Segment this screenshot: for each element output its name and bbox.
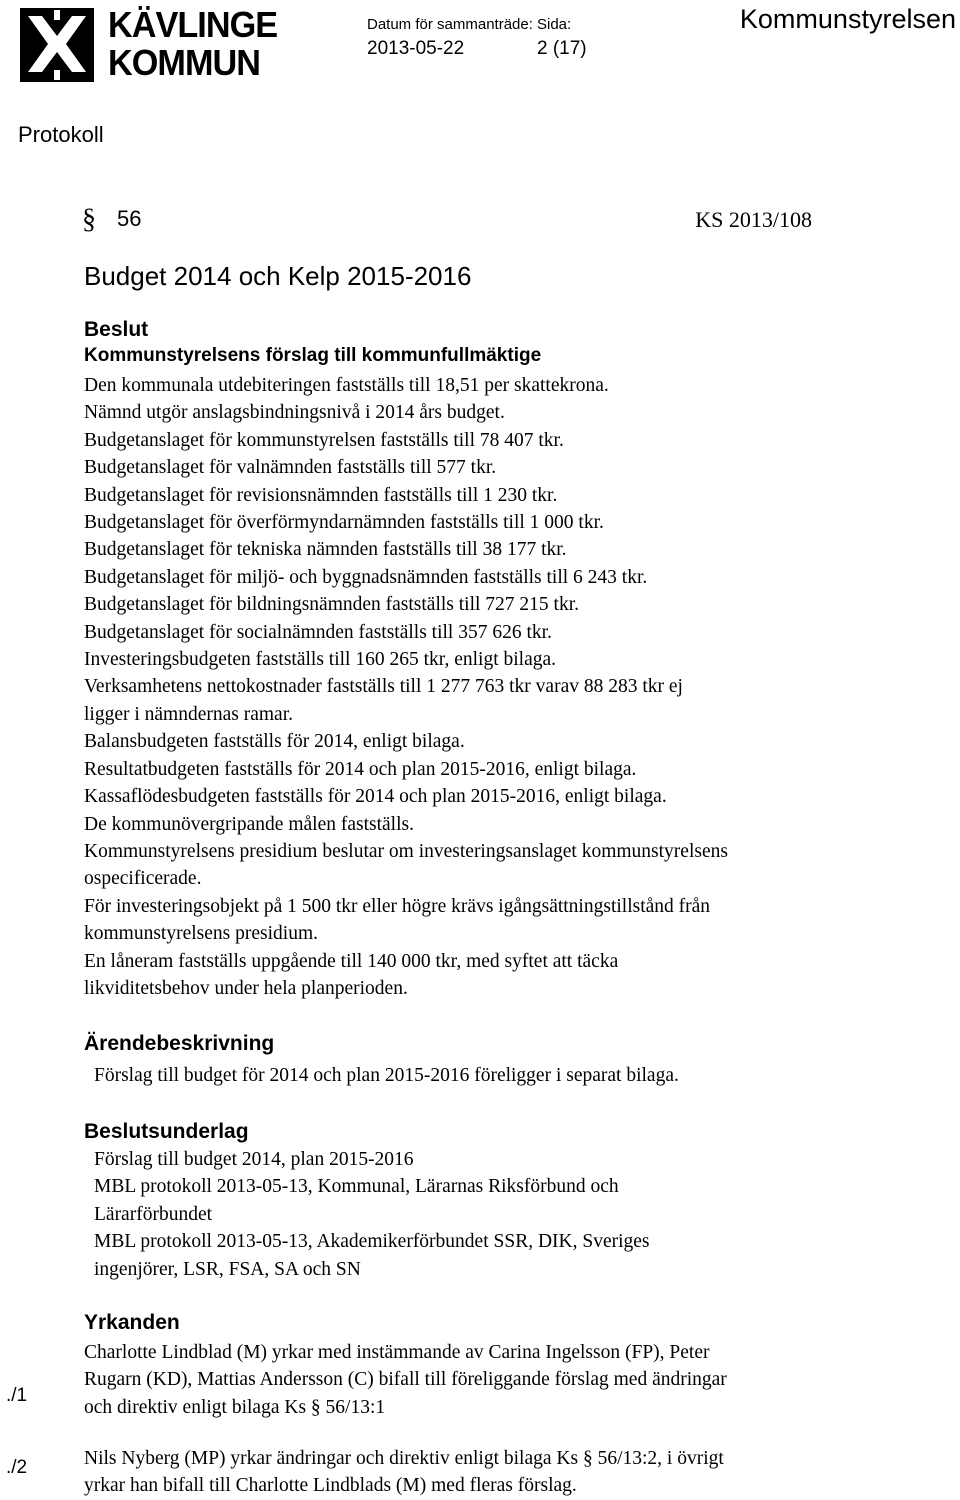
decision-line: För investeringsobjekt på 1 500 tkr eller högre krävs igångsättningstillstånd från [84,895,711,917]
beslutsunderlag-list [94,1146,854,1283]
beslut-decision-list [84,372,884,1002]
decision-line: Kommunstyrelsens presidium beslutar om investeringsanslaget kommunstyrelsens [84,840,728,862]
margin-reference: ./1 [6,1385,28,1406]
decision-line: Budgetanslaget för revisionsnämnden fastställs till 1 230 tkr. [84,484,558,506]
decision-line: kommunstyrelsens presidium. [84,923,318,945]
decision-line: Kassaflödesbudgeten fastställs för 2014 och plan 2015-2016, enligt bilaga. [84,786,667,808]
arendebeskrivning-text: Förslag till budget för 2014 och plan 2015-2016 föreligger i separat bilaga. [94,1065,679,1086]
decision-line: Resultatbudgeten fastställs för 2014 och plan 2015-2016, enligt bilaga. [84,758,637,780]
yrkande-line: Nils Nyberg (MP) yrkar ändringar och direktiv enligt bilaga Ks § 56/13:2, i övrigt [84,1448,724,1469]
beslut-heading: Beslut [84,318,149,341]
underlag-line: MBL protokoll 2013-05-13, Kommunal, Lärarnas Riksförbund och [94,1176,619,1198]
yrkande-line: yrkar han bifall till Charlotte Lindblads (M) med fleras förslag. [84,1475,577,1497]
yrkande-line: och direktiv enligt bilaga Ks § 56/13:1 [84,1396,386,1418]
page-label: Sida: [537,16,572,33]
decision-line: Budgetanslaget för kommunstyrelsen fastställs till 78 407 tkr. [84,429,564,451]
yrkande-line: Rugarn (KD), Mattias Andersson (C) bifall till föreliggande förslag med ändringar [84,1369,727,1391]
case-number: KS 2013/108 [695,207,812,232]
decision-line: ospecificerade. [84,868,202,890]
decision-line: Balansbudgeten fastställs för 2014, enligt bilaga. [84,731,465,753]
decision-line: Verksamhetens nettokostnader fastställs till 1 277 763 tkr varav 88 283 tkr ej [84,676,683,698]
underlag-line: Lärarförbundet [94,1203,213,1225]
page-number: 2 (17) [537,38,587,59]
decision-line: De kommunövergripande målen fastställs. [84,813,414,835]
page-title: Budget 2014 och Kelp 2015-2016 [84,261,472,291]
decision-line: Budgetanslaget för socialnämnden fastställs till 357 626 tkr. [84,621,552,643]
logo-line-1: KÄVLINGE [108,4,278,45]
decision-line: Investeringsbudgeten fastställs till 160 265 tkr, enligt bilaga. [84,649,557,671]
kavlinge-kommun-logo [18,4,278,84]
decision-line: Budgetanslaget för miljö- och byggnadsnämnden fastställs till 6 243 tkr. [84,566,648,588]
decision-line: Budgetanslaget för tekniska nämnden fastställs till 38 177 tkr. [84,539,567,561]
decision-line: likviditetsbehov under hela planperioden. [84,977,408,999]
section-symbol: § [82,204,96,235]
decision-line: Budgetanslaget för valnämnden fastställs till 577 tkr. [84,457,497,479]
decision-line: Budgetanslaget för bildningsnämnden fastställs till 727 215 tkr. [84,594,580,616]
margin-reference: ./2 [6,1457,28,1478]
body-name: Kommunstyrelsen [739,4,956,34]
underlag-line: ingenjörer, LSR, FSA, SA och SN [94,1258,361,1280]
yrkande-line: Charlotte Lindblad (M) yrkar med instämmande av Carina Ingelsson (FP), Peter [84,1342,710,1363]
municipal-shield-icon [18,6,98,84]
decision-line: Den kommunala utdebiteringen fastställs till 18,51 per skattekrona. [84,375,609,396]
decision-line: ligger i nämndernas ramar. [84,703,294,725]
decision-line: Nämnd utgör anslagsbindningsnivå i 2014 års budget. [84,402,505,424]
arendebeskrivning-heading: Ärendebeskrivning [84,1032,275,1055]
underlag-line: Förslag till budget 2014, plan 2015-2016 [94,1149,414,1170]
meeting-date: 2013-05-22 [367,38,465,59]
beslutsunderlag-heading: Beslutsunderlag [84,1120,249,1143]
decision-line: Budgetanslaget för överförmyndarnämnden fastställs till 1 000 tkr. [84,512,604,534]
underlag-line: MBL protokoll 2013-05-13, Akademikerförbundet SSR, DIK, Sveriges [94,1231,650,1253]
yrkande-paragraph [84,1339,904,1421]
meeting-date-label: Datum för sammanträde: [367,16,533,33]
beslut-subheading: Kommunstyrelsens förslag till kommunfullmäktige [84,345,542,366]
document-type: Protokoll [18,122,104,147]
logo-line-2: KOMMUN [108,42,260,83]
yrkande-paragraph [84,1445,904,1500]
section-number: 56 [117,206,142,231]
decision-line: En låneram fastställs uppgående till 140 000 tkr, med syftet att täcka [84,950,619,972]
yrkanden-heading: Yrkanden [84,1311,180,1334]
